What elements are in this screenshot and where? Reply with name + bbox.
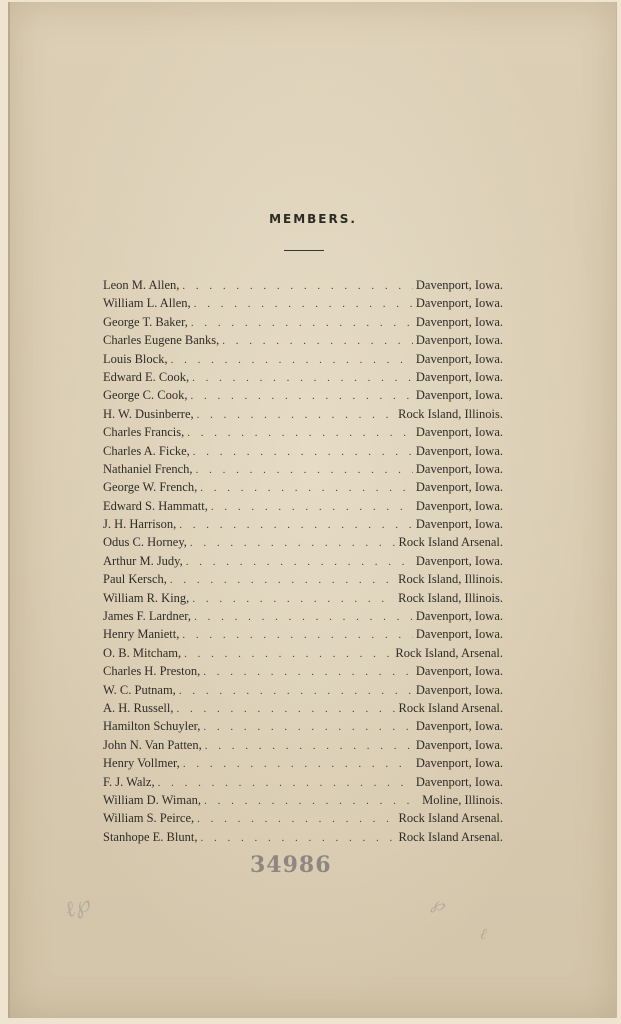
dot-leader — [179, 519, 413, 531]
member-name: Leon M. Allen, — [103, 278, 180, 292]
heading-divider — [284, 250, 324, 251]
member-name: Edward S. Hammatt, — [103, 498, 208, 513]
member-location: Davenport, Iowa. — [415, 682, 503, 697]
member-name: George T. Baker, — [103, 314, 188, 329]
members-list — [103, 278, 503, 848]
member-row — [103, 793, 503, 811]
document-page — [8, 2, 617, 1018]
member-name: Arthur M. Judy, — [103, 553, 183, 568]
member-name: Louis Block, — [103, 351, 168, 366]
dot-leader — [179, 685, 413, 697]
member-name: Paul Kersch, — [103, 572, 167, 587]
member-location: Rock Island, Illinois. — [398, 590, 503, 605]
member-name: W. C. Putnam, — [103, 682, 176, 697]
pencil-annotation-mark: ℓ — [478, 923, 489, 944]
member-row — [103, 646, 503, 664]
member-name: William L. Allen, — [103, 296, 191, 311]
member-row — [103, 738, 503, 756]
member-row — [103, 664, 503, 682]
dot-leader — [191, 390, 413, 402]
member-location: Davenport, Iowa. — [415, 737, 503, 752]
dot-leader — [194, 611, 413, 623]
member-location: Rock Island Arsenal. — [398, 700, 503, 715]
member-row — [103, 278, 503, 296]
member-location: Davenport, Iowa. — [415, 351, 503, 366]
dot-leader — [200, 832, 395, 844]
member-location: Davenport, Iowa. — [415, 369, 503, 384]
pencil-annotation-mark: ℘ — [429, 892, 448, 917]
member-location: Davenport, Iowa. — [415, 719, 503, 734]
dot-leader — [182, 280, 412, 292]
dot-leader — [211, 501, 413, 513]
member-location: Davenport, Iowa. — [415, 425, 503, 440]
member-name: Henry Vollmer, — [103, 756, 180, 771]
member-location: Davenport, Iowa. — [415, 278, 503, 292]
member-location: Rock Island Arsenal. — [398, 829, 503, 844]
dot-leader — [204, 795, 419, 807]
dot-leader — [203, 721, 412, 733]
member-name: A. H. Russell, — [103, 700, 174, 715]
dot-leader — [184, 648, 392, 660]
member-row — [103, 535, 503, 553]
member-name: Nathaniel French, — [103, 461, 193, 476]
dot-leader — [186, 556, 413, 568]
member-row — [103, 830, 503, 848]
member-row — [103, 499, 503, 517]
member-name: Stanhope E. Blunt, — [103, 829, 198, 844]
member-row — [103, 554, 503, 572]
dot-leader — [193, 446, 413, 458]
member-row — [103, 480, 503, 498]
member-row — [103, 425, 503, 443]
member-row — [103, 462, 503, 480]
dot-leader — [177, 703, 396, 715]
member-location: Davenport, Iowa. — [415, 517, 503, 532]
dot-leader — [192, 372, 413, 384]
member-name: William D. Wiman, — [103, 792, 202, 807]
member-location: Davenport, Iowa. — [415, 480, 503, 495]
member-row — [103, 296, 503, 314]
pencil-annotation-mark: ℓ℘ — [61, 891, 94, 924]
member-location: Davenport, Iowa. — [415, 498, 503, 513]
member-row — [103, 756, 503, 774]
page-heading: MEMBERS. — [269, 212, 357, 226]
member-name: Odus C. Horney, — [103, 535, 187, 550]
member-row — [103, 775, 503, 793]
member-location: Davenport, Iowa. — [415, 443, 503, 458]
member-name: H. W. Dusinberre, — [103, 406, 194, 421]
dot-leader — [197, 409, 396, 421]
member-row — [103, 591, 503, 609]
dot-leader — [197, 813, 395, 825]
member-location: Davenport, Iowa. — [415, 553, 503, 568]
member-location: Davenport, Iowa. — [415, 333, 503, 348]
member-row — [103, 627, 503, 645]
member-row — [103, 609, 503, 627]
member-row — [103, 370, 503, 388]
dot-leader — [222, 335, 413, 347]
dot-leader — [171, 354, 413, 366]
member-name: Henry Maniett, — [103, 627, 180, 642]
dot-leader — [196, 464, 413, 476]
member-location: Davenport, Iowa. — [415, 388, 503, 403]
member-location: Davenport, Iowa. — [415, 296, 503, 311]
member-row — [103, 572, 503, 590]
member-name: Edward E. Cook, — [103, 369, 190, 384]
member-name: Hamilton Schuyler, — [103, 719, 201, 734]
dot-leader — [183, 758, 413, 770]
dot-leader — [203, 666, 413, 678]
member-row — [103, 388, 503, 406]
dot-leader — [191, 317, 413, 329]
dot-leader — [158, 777, 413, 789]
member-location: Rock Island, Illinois. — [398, 572, 503, 587]
member-location: Davenport, Iowa. — [415, 609, 503, 624]
member-name: John N. Van Patten, — [103, 737, 202, 752]
member-location: Rock Island, Illinois. — [398, 406, 503, 421]
member-location: Davenport, Iowa. — [415, 461, 503, 476]
member-row — [103, 352, 503, 370]
member-location: Davenport, Iowa. — [415, 314, 503, 329]
member-name: Charles Francis, — [103, 425, 185, 440]
member-name: George W. French, — [103, 480, 198, 495]
member-name: Charles Eugene Banks, — [103, 333, 220, 348]
dot-leader — [187, 427, 413, 439]
member-location: Davenport, Iowa. — [415, 756, 503, 771]
member-name: George C. Cook, — [103, 388, 188, 403]
member-name: James F. Lardner, — [103, 609, 192, 624]
dot-leader — [190, 537, 396, 549]
member-name: William R. King, — [103, 590, 190, 605]
member-location: Davenport, Iowa. — [415, 664, 503, 679]
member-location: Moline, Illinois. — [422, 792, 503, 807]
member-location: Davenport, Iowa. — [415, 774, 503, 789]
member-name: Charles H. Preston, — [103, 664, 201, 679]
accession-stamp-number: 34986 — [250, 852, 332, 878]
member-row — [103, 701, 503, 719]
member-location: Rock Island Arsenal. — [398, 811, 503, 826]
member-name: F. J. Walz, — [103, 774, 155, 789]
member-row — [103, 517, 503, 535]
member-location: Davenport, Iowa. — [415, 627, 503, 642]
member-name: J. H. Harrison, — [103, 517, 177, 532]
member-name: Charles A. Ficke, — [103, 443, 190, 458]
dot-leader — [182, 629, 413, 641]
member-name: O. B. Mitcham, — [103, 645, 182, 660]
member-row — [103, 683, 503, 701]
member-row — [103, 333, 503, 351]
member-row — [103, 407, 503, 425]
member-name: William S. Peirce, — [103, 811, 195, 826]
member-row — [103, 315, 503, 333]
dot-leader — [192, 593, 395, 605]
member-location: Rock Island, Arsenal. — [395, 645, 503, 660]
dot-leader — [194, 298, 413, 310]
member-row — [103, 719, 503, 737]
member-row — [103, 811, 503, 829]
member-row — [103, 444, 503, 462]
member-location: Rock Island Arsenal. — [398, 535, 503, 550]
dot-leader — [200, 482, 413, 494]
dot-leader — [205, 740, 413, 752]
dot-leader — [170, 574, 395, 586]
